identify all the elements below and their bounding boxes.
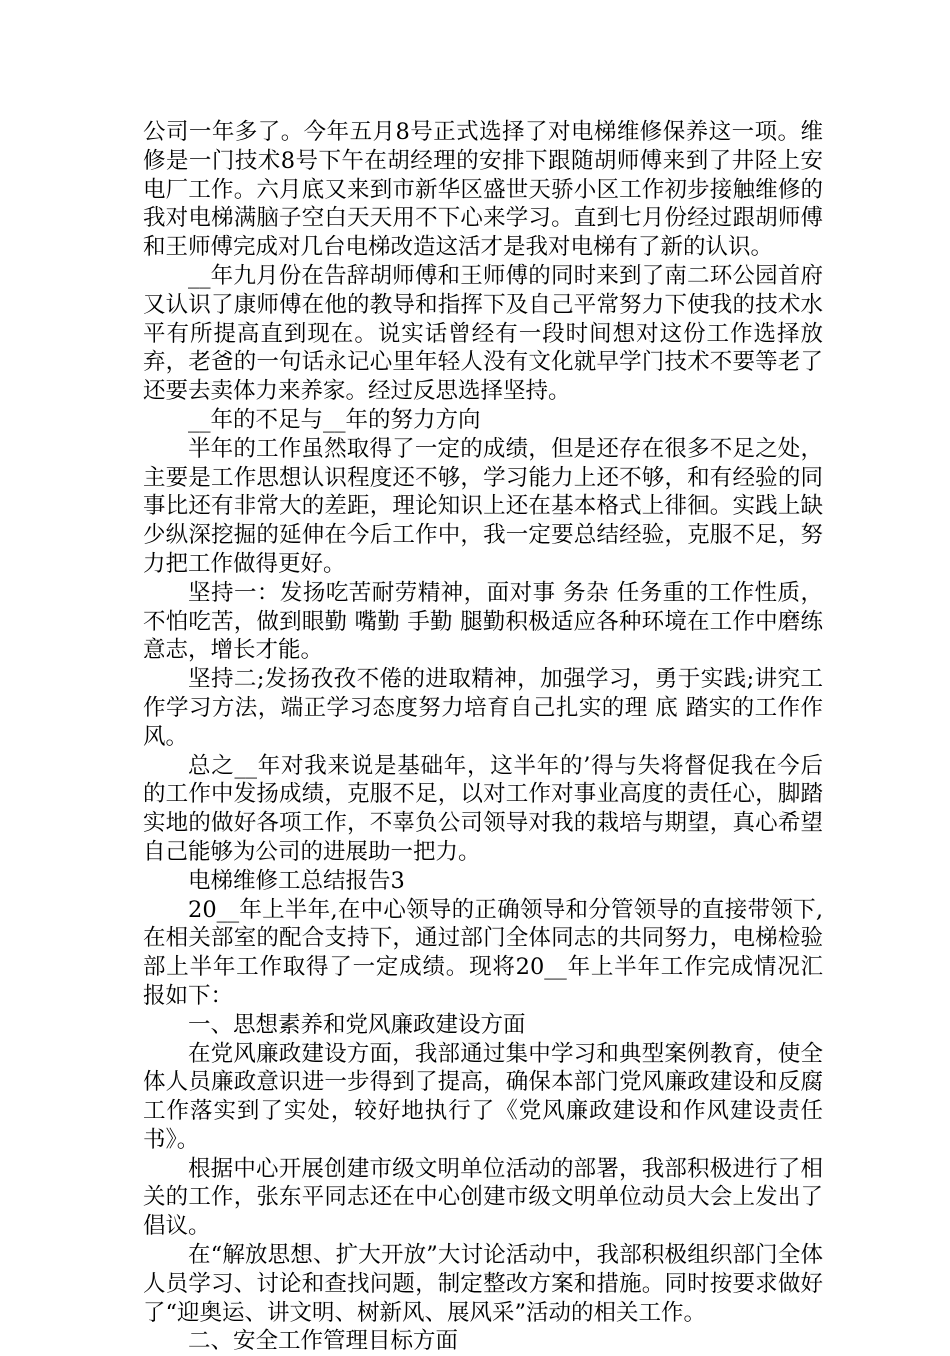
report-title: 电梯维修工总结报告3	[188, 867, 405, 894]
section-heading-one: 一、思想素养和党风廉政建设方面	[188, 1011, 526, 1038]
paragraph-discussion: 在“解放思想、扩大开放”大讨论活动中，我部积极组织部门全体人员学习、讨论和查找问题，制定整改方案和措施。同时按要求做好了“迎奥运、讲文明、树新风、展风采”活动的相关工作。	[143, 1242, 823, 1326]
section-heading-two: 二、安全工作管理目标方面	[188, 1328, 459, 1355]
paragraph-persist-two: 坚持二;发扬孜孜不倦的进取精神，加强学习，勇于实践;讲究工作学习方法，端正学习态度努力培育自己扎实的理 底 踏实的工作作风。	[143, 666, 823, 750]
paragraph-2: __年九月份在告辞胡师傅和王师傅的同时来到了南二环公园首府又认识了康师傅在他的教导和指挥下及自己平常努力下使我的技术水平有所提高直到现在。说实话曾经有一段时间想对这份工作选择放弃，老爸的一句话永记心里年轻人没有文化就早学门技术不要等老了还要去卖体力来养家。经过反思选择坚持。	[143, 262, 823, 405]
paragraph-persist-one: 坚持一：发扬吃苦耐劳精神，面对事 务杂 任务重的工作性质，不怕吃苦，做到眼勤 嘴勤 手勤 腿勤积极适应各种环境在工作中磨练意志，增长才能。	[143, 579, 823, 664]
paragraph-1: 公司一年多了。今年五月8号正式选择了对电梯维修保养这一项。维修是一门技术8号下午在胡经理的安排下跟随胡师傅来到了井陉上安电厂工作。六月底又来到市新华区盛世天骄小区工作初步接触维修的我对电梯满脑子空白天天用不下心来学习。直到七月份经过跟胡师傅和王师傅完成对几台电梯改造这活才是我对电梯有了新的认识。	[143, 119, 823, 261]
paragraph-report-intro: 20__年上半年,在中心领导的正确领导和分管领导的直接带领下,在相关部室的配合支持下，通过部门全体同志的共同努力，电梯检验部上半年工作取得了一定成绩。现将20__年上半年工作完成情况汇报如下：	[143, 896, 823, 1009]
paragraph-integrity: 在党风廉政建设方面，我部通过集中学习和典型案例教育，使全体人员廉政意识进一步得到了提高，确保本部门党风廉政建设和反腐工作落实到了实处，较好地执行了《党风廉政建设和作风建设责任书》。	[143, 1040, 823, 1153]
paragraph-conclusion: 总之__年对我来说是基础年，这半年的’得与失将督促我在今后的工作中发扬成绩，克服不足，以对工作对事业高度的责任心，脚踏实地的做好各项工作，不辜负公司领导对我的栽培与期望，真心希望自己能够为公司的进展助一把力。	[143, 752, 823, 865]
paragraph-civilization: 根据中心开展创建市级文明单位活动的部署，我部积极进行了相关的工作，张东平同志还在中心创建市级文明单位动员大会上发出了倡议。	[143, 1155, 823, 1240]
paragraph-3: 半年的工作虽然取得了一定的成绩，但是还存在很多不足之处，主要是工作思想认识程度还不够，学习能力上还不够，和有经验的同事比还有非常大的差距，理论知识上还在基本格式上徘徊。实践上缺少纵深挖掘的延伸在今后工作中，我一定要总结经验，克服不足，努力把工作做得更好。	[143, 435, 823, 577]
section-heading-shortcomings: __年的不足与__年的努力方向	[188, 406, 481, 433]
document-body	[143, 118, 823, 1356]
